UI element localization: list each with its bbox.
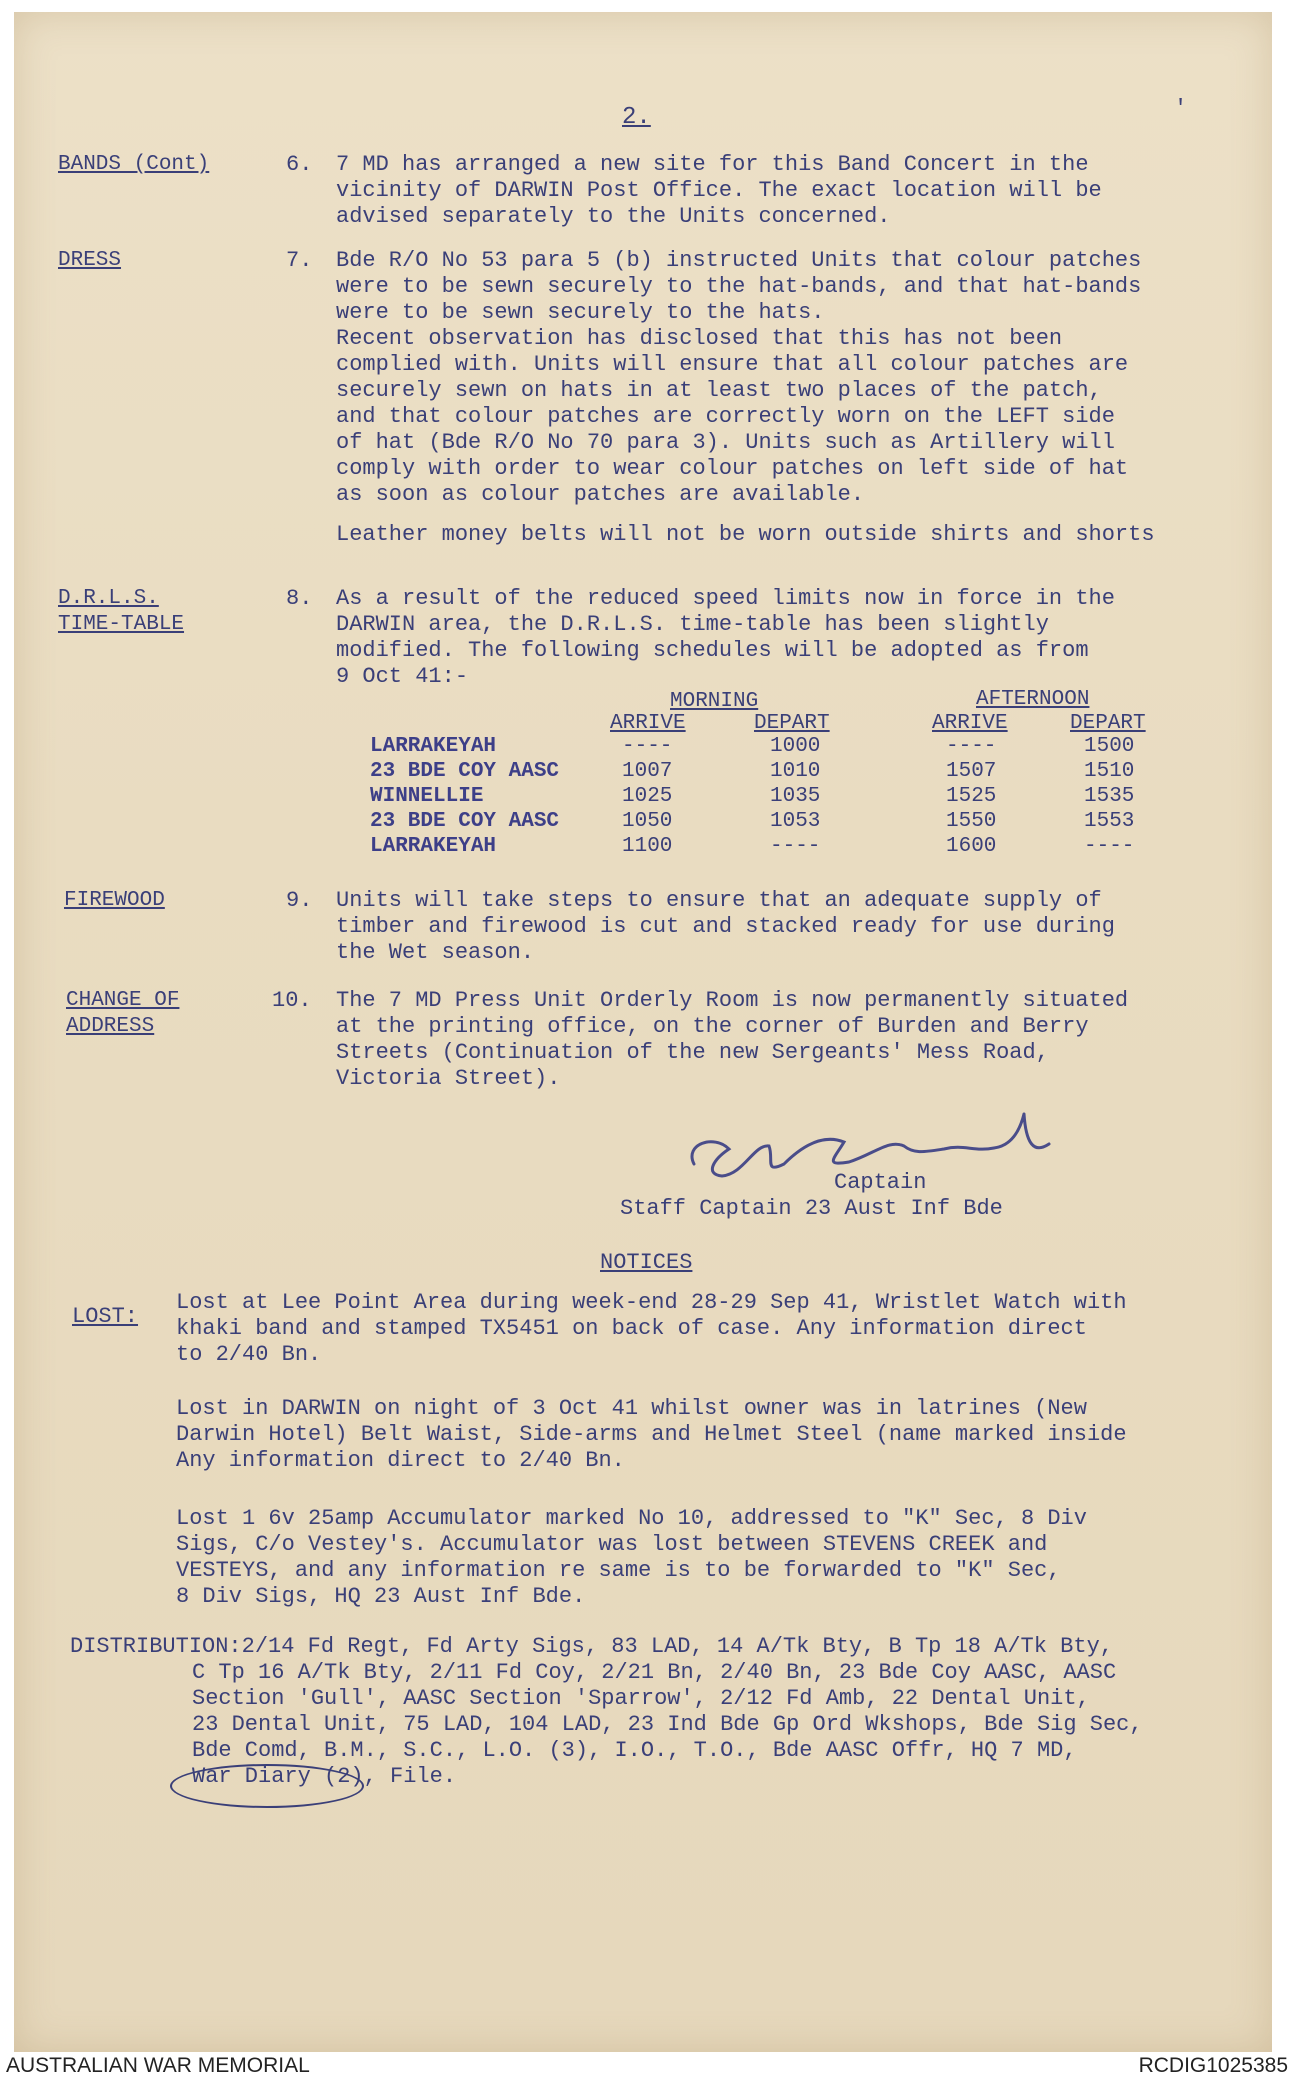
para-line: and that colour patches are correctly worn on the LEFT side: [336, 404, 1115, 429]
schedule-place: WINNELLIE: [370, 785, 484, 808]
paragraph-10: [336, 988, 1266, 1092]
schedule-cell: 1100: [622, 835, 673, 858]
para-line: vicinity of DARWIN Post Office. The exact location will be: [336, 178, 1102, 203]
distribution-line: Section 'Gull', AASC Section 'Sparrow', 2/12 Fd Amb, 22 Dental Unit,: [192, 1686, 1090, 1711]
schedule-cell: ----: [770, 835, 821, 858]
table-row: [370, 834, 1204, 859]
notice-line: Lost in DARWIN on night of 3 Oct 41 whilst owner was in latrines (New: [176, 1396, 1087, 1421]
para-number: 9.: [286, 888, 313, 913]
para-line: Units will take steps to ensure that an adequate supply of: [336, 888, 1102, 913]
para-line: 9 Oct 41:-: [336, 664, 469, 689]
para-line: Streets (Continuation of the new Sergeants' Mess Road,: [336, 1040, 1049, 1065]
schedule-cell: 1600: [946, 835, 997, 858]
schedule-place: LARRAKEYAH: [370, 835, 497, 858]
para-line: 7 MD has arranged a new site for this Band Concert in the: [336, 152, 1089, 177]
schedule-cell: ----: [946, 735, 997, 758]
para-line: were to be sewn securely to the hat-bands, and that hat-bands: [336, 274, 1142, 299]
notice-line: 8 Div Sigs, HQ 23 Aust Inf Bde.: [176, 1584, 586, 1609]
schedule-cell: 1025: [622, 785, 673, 808]
corner-mark: ': [1174, 96, 1188, 121]
side-heading-line: ADDRESS: [66, 1015, 155, 1038]
para-line: at the printing office, on the corner of Burden and Berry: [336, 1014, 1089, 1039]
notice-line: to 2/40 Bn.: [176, 1342, 322, 1367]
side-heading-dress: [58, 248, 121, 274]
para-line: Leather money belts will not be worn outside shirts and shorts: [336, 522, 1155, 547]
schedule-cell: ----: [622, 735, 673, 758]
footer-record-id: RCDIG1025385: [1138, 2054, 1288, 2077]
para-line: Recent observation has disclosed that this has not been: [336, 326, 1063, 351]
schedule-place: 23 BDE COY AASC: [370, 760, 560, 783]
paragraph-9: [336, 888, 1266, 966]
para-line: securely sewn on hats in at least two places of the patch,: [336, 378, 1102, 403]
schedule-cell: 1510: [1084, 760, 1135, 783]
schedule-cell: 1500: [1084, 735, 1135, 758]
table-row: [370, 759, 1204, 784]
schedule-col-arrive: ARRIVE: [932, 712, 1008, 735]
para-line: were to be sewn securely to the hats.: [336, 300, 825, 325]
side-heading-line: D.R.L.S.: [58, 587, 159, 610]
schedule-cell: 1550: [946, 810, 997, 833]
notice-line: Lost at Lee Point Area during week-end 28-29 Sep 41, Wristlet Watch with: [176, 1290, 1127, 1315]
side-heading-change-of-address: [66, 988, 179, 1040]
side-heading-drls: [58, 586, 184, 638]
side-heading-line: FIREWOOD: [64, 889, 165, 912]
schedule-cell: ----: [1084, 835, 1135, 858]
schedule-col-arrive: ARRIVE: [610, 712, 686, 735]
para-line: timber and firewood is cut and stacked ready for use during: [336, 914, 1115, 939]
para-line: comply with order to wear colour patches on left side of hat: [336, 456, 1129, 481]
schedule-cell: 1050: [622, 810, 673, 833]
schedule-cell: 1053: [770, 810, 821, 833]
distribution-line: 23 Dental Unit, 75 LAD, 104 LAD, 23 Ind Bde Gp Ord Wkshops, Bde Sig Sec,: [192, 1712, 1143, 1737]
paragraph-8: [336, 586, 1266, 690]
para-line: Victoria Street).: [336, 1066, 561, 1091]
handwritten-circle-war-diary: [170, 1764, 364, 1808]
table-row: [370, 784, 1204, 809]
para-line: of hat (Bde R/O No 70 para 3). Units such as Artillery will: [336, 430, 1115, 455]
paragraph-7: [336, 248, 1266, 548]
notice-item: [176, 1506, 1272, 1610]
signature-title: Staff Captain 23 Aust Inf Bde: [620, 1196, 1003, 1221]
notice-line: khaki band and stamped TX5451 on back of case. Any information direct: [176, 1316, 1087, 1341]
para-line: complied with. Units will ensure that all colour patches are: [336, 352, 1129, 377]
side-heading-line: TIME-TABLE: [58, 613, 185, 636]
distribution-line: DISTRIBUTION:2/14 Fd Regt, Fd Arty Sigs, 83 LAD, 14 A/Tk Bty, B Tp 18 A/Tk Bty,: [70, 1634, 1113, 1659]
para-number: 7.: [286, 248, 313, 273]
table-row: [370, 809, 1204, 834]
schedule-cell: 1035: [770, 785, 821, 808]
para-number: 8.: [286, 586, 313, 611]
notice-line: Any information direct to 2/40 Bn.: [176, 1448, 625, 1473]
notice-item: [176, 1290, 1272, 1368]
para-line: advised separately to the Units concerned.: [336, 204, 891, 229]
schedule-cell: 1525: [946, 785, 997, 808]
side-heading-line: DRESS: [58, 249, 122, 272]
para-line: DARWIN area, the D.R.L.S. time-table has been slightly: [336, 612, 1049, 637]
notice-item: [176, 1396, 1272, 1474]
schedule-place: 23 BDE COY AASC: [370, 810, 560, 833]
schedule-cell: 1553: [1084, 810, 1135, 833]
para-line: As a result of the reduced speed limits now in force in the: [336, 586, 1115, 611]
paragraph-6: [336, 152, 1266, 230]
distribution-line: C Tp 16 A/Tk Bty, 2/11 Fd Coy, 2/21 Bn, 2/40 Bn, 23 Bde Coy AASC, AASC: [192, 1660, 1117, 1685]
schedule-place: LARRAKEYAH: [370, 735, 497, 758]
footer-institution: AUSTRALIAN WAR MEMORIAL: [6, 2054, 310, 2077]
drls-schedule-table: [370, 734, 1204, 859]
document-page: [14, 12, 1272, 2052]
schedule-cell: 1507: [946, 760, 997, 783]
para-line: The 7 MD Press Unit Orderly Room is now permanently situated: [336, 988, 1129, 1013]
page-number: 2.: [622, 104, 651, 131]
para-line: the Wet season.: [336, 940, 535, 965]
side-heading-firewood: [64, 888, 165, 914]
para-line: as soon as colour patches are available.: [336, 482, 865, 507]
distribution-line: Bde Comd, B.M., S.C., L.O. (3), I.O., T.O., Bde AASC Offr, HQ 7 MD,: [192, 1738, 1077, 1763]
para-number: 10.: [272, 988, 312, 1013]
notice-line: Lost 1 6v 25amp Accumulator marked No 10, addressed to "K" Sec, 8 Div: [176, 1506, 1087, 1531]
schedule-cell: 1010: [770, 760, 821, 783]
para-line: Bde R/O No 53 para 5 (b) instructed Units that colour patches: [336, 248, 1142, 273]
notice-line: Sigs, C/o Vestey's. Accumulator was lost between STEVENS CREEK and: [176, 1532, 1048, 1557]
schedule-afternoon-heading: AFTERNOON: [976, 688, 1090, 711]
para-line: modified. The following schedules will be adopted as from: [336, 638, 1089, 663]
side-heading-bands: [58, 152, 209, 178]
side-heading-line: CHANGE OF: [66, 989, 180, 1012]
notice-line: Darwin Hotel) Belt Waist, Side-arms and Helmet Steel (name marked inside: [176, 1422, 1127, 1447]
schedule-morning-heading: MORNING: [670, 690, 759, 713]
distribution-line: War Diary (2), File.: [192, 1764, 457, 1789]
schedule-cell: 1000: [770, 735, 821, 758]
para-number: 6.: [286, 152, 313, 177]
side-heading-line: BANDS (Cont): [58, 153, 210, 176]
schedule-cell: 1535: [1084, 785, 1135, 808]
signature-rank: Captain: [834, 1170, 927, 1195]
archive-footer: [0, 2052, 1294, 2082]
notices-heading: NOTICES: [600, 1250, 693, 1275]
lost-label: LOST:: [72, 1304, 139, 1329]
schedule-col-depart: DEPART: [1070, 712, 1146, 735]
schedule-cell: 1007: [622, 760, 673, 783]
notice-line: VESTEYS, and any information re same is to be forwarded to "K" Sec,: [176, 1558, 1061, 1583]
table-row: [370, 734, 1204, 759]
schedule-col-depart: DEPART: [754, 712, 830, 735]
